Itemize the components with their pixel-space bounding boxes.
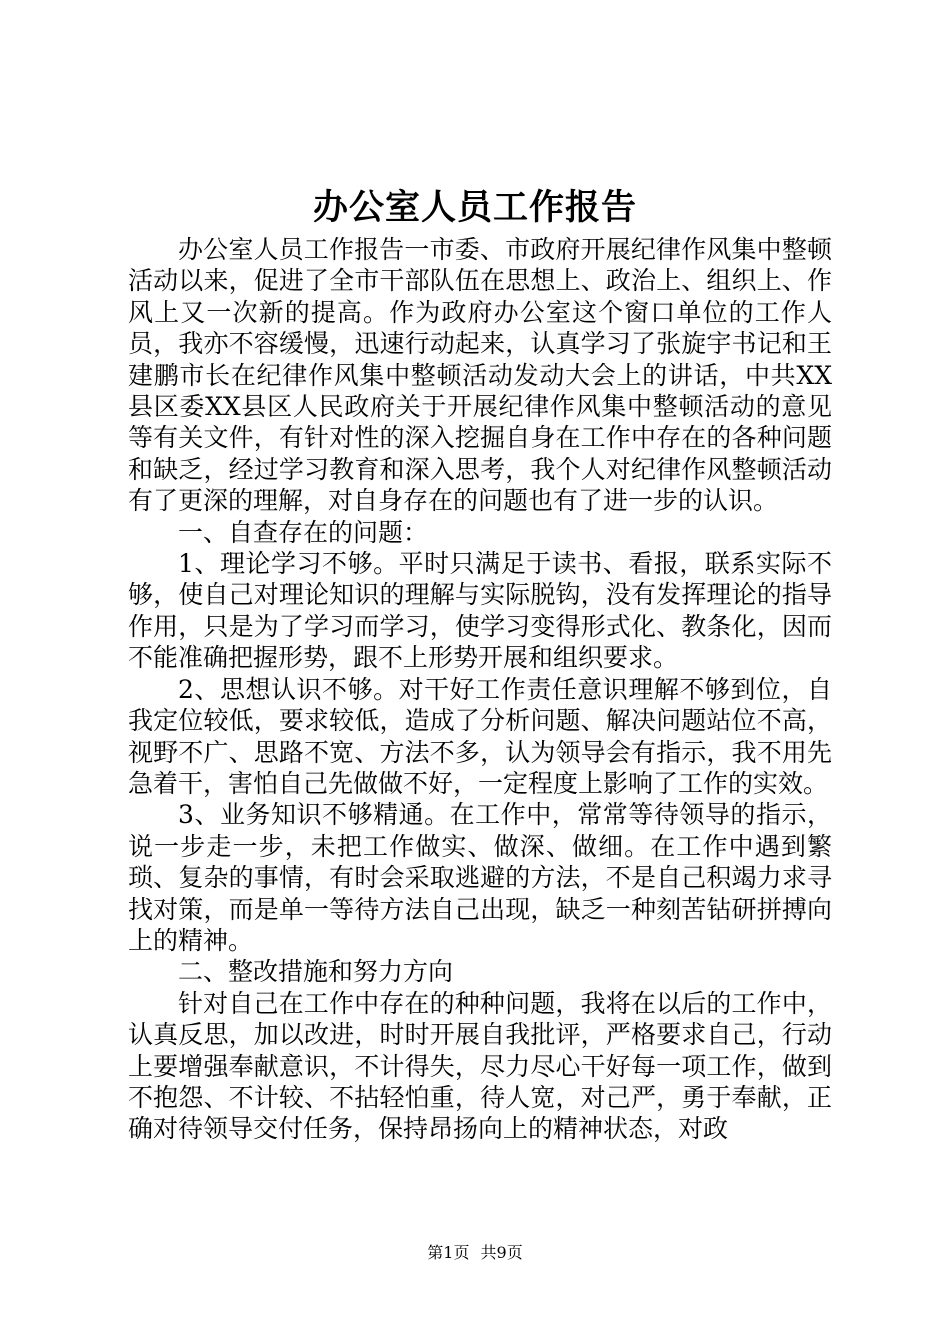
- section-heading-problems: 一、自查存在的问题：: [178, 517, 429, 547]
- paragraph-item-2: 2、思想认识不够。对干好工作责任意识理解不够到位，自我定位较低，要求较低，造成了分析问题、解决问题站位不高，视野不广、思路不宽、方法不多，认为领导会有指示，我不用先急着干，害怕自己先做做不好，一定程度上影响了工作的实效。: [128, 674, 832, 798]
- page-footer: [0, 1242, 950, 1264]
- paragraph-item-3: 3、业务知识不够精通。在工作中，常常等待领导的指示，说一步走一步，未把工作做实、做深、做细。在工作中遇到繁琐、复杂的事情，有时会采取逃避的方法，不是自己积竭力求寻找对策，而是单一等待方法自己出现，缺乏一种刻苦钻研拼搏向上的精神。: [128, 800, 832, 955]
- paragraph-item-1: 1、理论学习不够。平时只满足于读书、看报，联系实际不够，使自己对理论知识的理解与实际脱钩，没有发挥理论的指导作用，只是为了学习而学习，使学习变得形式化、教条化，因而不能准确把握形势，跟不上形势开展和组织要求。: [128, 549, 832, 673]
- document-body: [128, 234, 832, 1145]
- document-title: 办公室人员工作报告: [312, 187, 637, 228]
- paragraph-intro: 办公室人员工作报告一市委、市政府开展纪律作风集中整顿活动以来，促进了全市干部队伍在思想上、政治上、组织上、作风上又一次新的提高。作为政府办公室这个窗口单位的工作人员，我亦不容缓慢，迅速行动起来，认真学习了张旋宇书记和王建鹏市长在纪律作风集中整顿活动发动大会上的讲话，中共XX县区委XX县区人民政府关于开展纪律作风集中整顿活动的意见等有关文件，有针对性的深入挖掘自身在工作中存在的各种问题和缺乏，经过学习教育和深入思考，我个人对纪律作风整顿活动有了更深的理解，对自身存在的问题也有了进一步的认识。: [128, 235, 832, 516]
- page-number: 第1页: [427, 1243, 470, 1262]
- section-heading-measures: 二、整改措施和努力方向: [178, 957, 454, 987]
- page-total: 共9页: [480, 1243, 523, 1262]
- paragraph-measures: 针对自己在工作中存在的种种问题，我将在以后的工作中，认真反思，加以改进，时时开展自我批评，严格要求自己，行动上要增强奉献意识，不计得失，尽力尽心干好每一项工作，做到不抱怨、不计较、不拈轻怕重，待人宽，对己严，勇于奉献，正确对待领导交付任务，保持昂扬向上的精神状态，对政: [128, 988, 832, 1144]
